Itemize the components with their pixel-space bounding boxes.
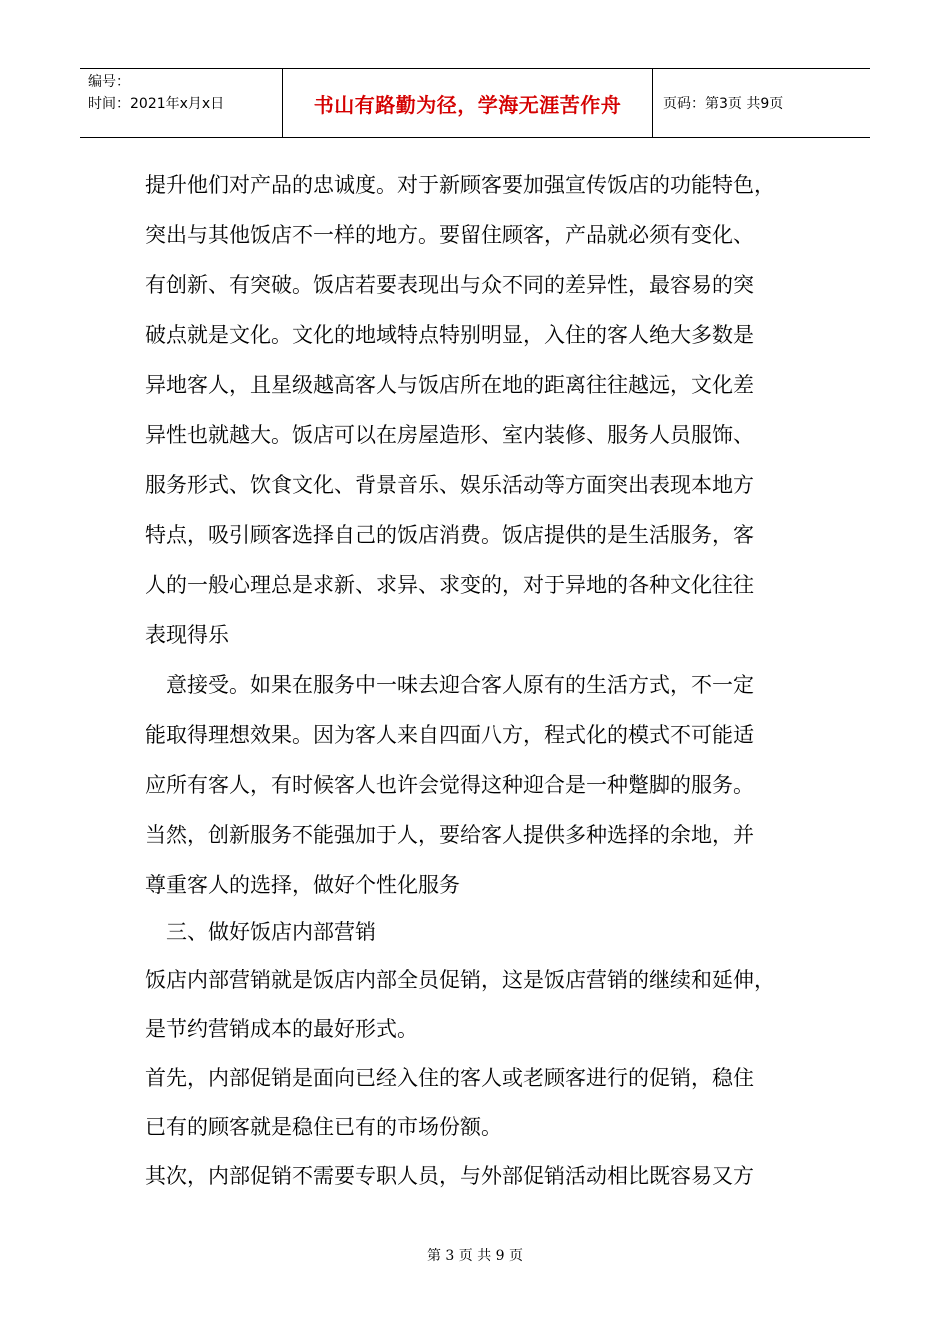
- header-middle-cell: [283, 69, 653, 137]
- text-line: 意接受。如果在服务中一味去迎合客人原有的生活方式，不一定: [166, 673, 754, 697]
- text-line: 是节约营销成本的最好形式。: [145, 1017, 418, 1041]
- text-line: 特点，吸引顾客选择自己的饭店消费。饭店提供的是生活服务，客: [145, 523, 754, 547]
- text-line: 异性也就越大。饭店可以在房屋造形、室内装修、服务人员服饰、: [145, 423, 754, 447]
- header-right-cell: [653, 69, 870, 137]
- body-text: [145, 160, 810, 1201]
- page-header: [80, 68, 870, 138]
- text-line: 服务形式、饮食文化、背景音乐、娱乐活动等方面突出表现本地方: [145, 473, 754, 497]
- text-line: 尊重客人的选择，做好个性化服务: [145, 873, 460, 897]
- section-heading: 三、做好饭店内部营销: [166, 920, 376, 944]
- text-line: 已有的顾客就是稳住已有的市场份额。: [145, 1115, 502, 1139]
- header-motto: 书山有路勤为径，学海无涯苦作舟: [313, 92, 622, 117]
- text-line: 破点就是文化。文化的地域特点特别明显，入住的客人绝大多数是: [145, 323, 754, 347]
- code-label: 编号：: [88, 74, 130, 90]
- text-line: 有创新、有突破。饭店若要表现出与众不同的差异性，最容易的突: [145, 273, 754, 297]
- text-line: 当然，创新服务不能强加于人，要给客人提供多种选择的余地，并: [145, 823, 754, 847]
- text-line: 能取得理想效果。因为客人来自四面八方，程式化的模式不可能适: [145, 723, 754, 747]
- text-line: 首先，内部促销是面向已经入住的客人或老顾客进行的促销，稳住: [145, 1066, 754, 1090]
- page-footer: 第 3 页 共 9 页: [426, 1248, 524, 1264]
- text-line: 提升他们对产品的忠诚度。对于新顾客要加强宣传饭店的功能特色，: [145, 173, 775, 197]
- header-left-cell: [80, 69, 283, 137]
- date-label: 时间：2021年x月x日: [88, 96, 225, 112]
- text-line: 表现得乐: [145, 623, 229, 647]
- text-line: 饭店内部营销就是饭店内部全员促销，这是饭店营销的继续和延伸，: [145, 968, 775, 992]
- text-line: 突出与其他饭店不一样的地方。要留住顾客，产品就必须有变化、: [145, 223, 754, 247]
- text-line: 其次，内部促销不需要专职人员，与外部促销活动相比既容易又方: [145, 1164, 754, 1188]
- text-line: 人的一般心理总是求新、求异、求变的，对于异地的各种文化往往: [145, 573, 754, 597]
- text-line: 异地客人，且星级越高客人与饭店所在地的距离往往越远，文化差: [145, 373, 754, 397]
- header-page-info: 页码：第3页 共9页: [663, 96, 784, 112]
- text-line: 应所有客人，有时候客人也许会觉得这种迎合是一种蹩脚的服务。: [145, 773, 754, 797]
